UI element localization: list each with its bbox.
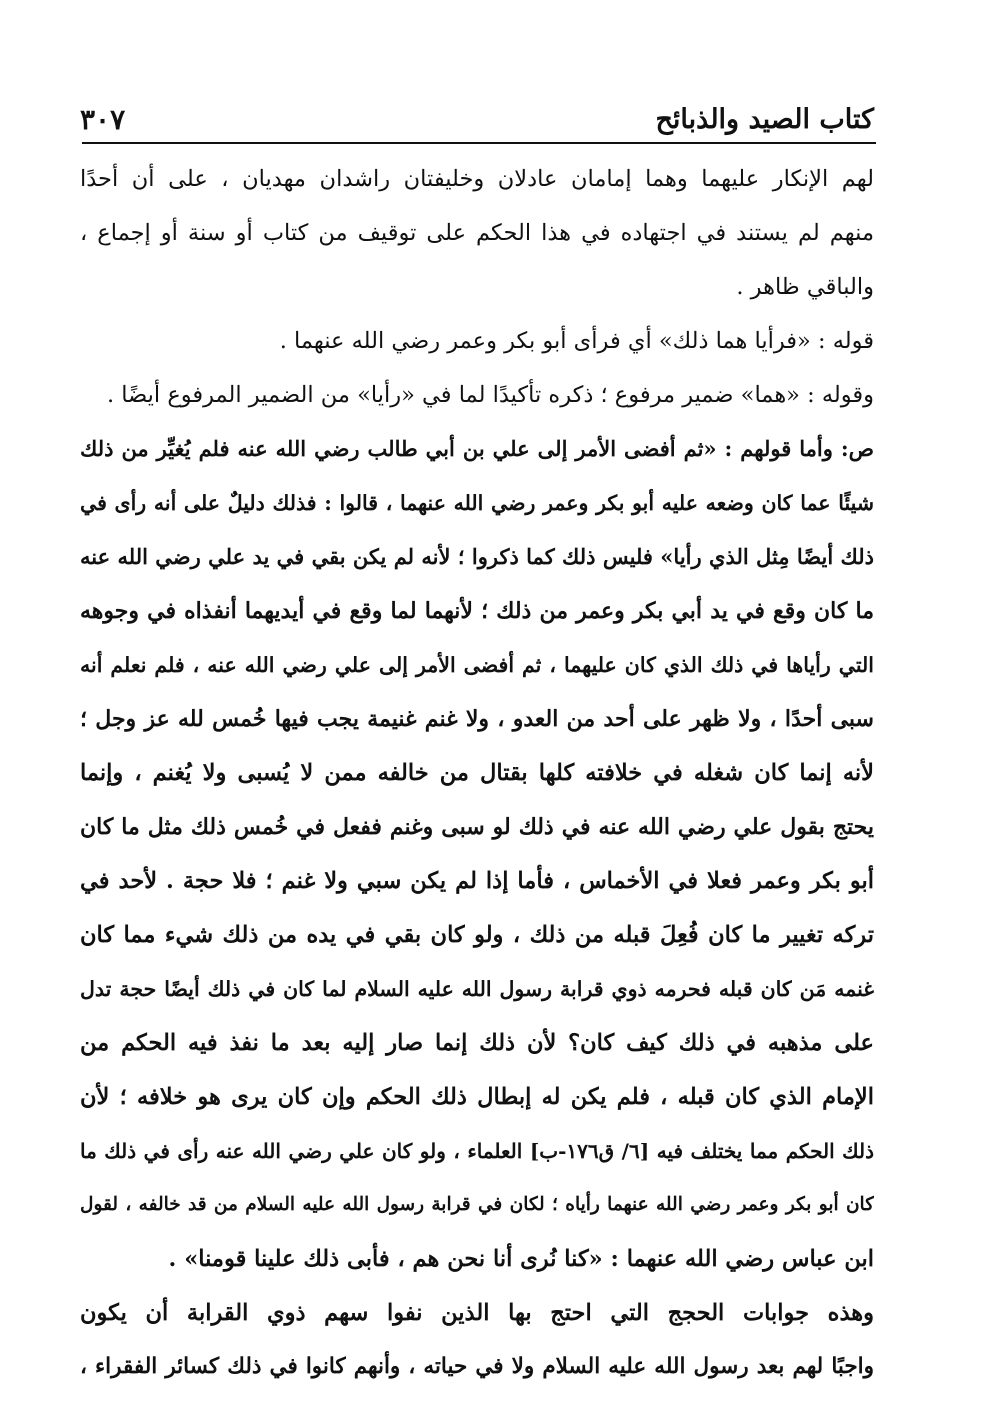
text-line: تركه تغيير ما كان فُعِلَ قبله من ذلك ، ولو كان بقي في يده من ذلك شيء مما كان: [80, 922, 874, 948]
text-line: غنمه مَن كان قبله فحرمه ذوي قرابة رسول الله عليه السلام لما كان في ذلك أيضًا حجة تدل: [80, 977, 874, 1001]
text-line: منهم لم يستند في اجتهاده في هذا الحكم على توقيف من كتاب أو سنة أو إجماع ،: [80, 220, 874, 246]
text-line: ابن عباس رضي الله عنهما : «كنا نُرى أنا نحن هم ، فأبى ذلك علينا قومنا» .: [168, 1246, 874, 1272]
text-line: لهم الإنكار عليهما وهما إمامان عادلان وخليفتان راشدان مهديان ، على أن أحدًا: [80, 166, 874, 192]
header-divider: [82, 142, 876, 144]
text-line: قوله : «فرأيا هما ذلك» أي فرأى أبو بكر وعمر رضي الله عنهما .: [279, 328, 874, 354]
text-line: على مذهبه في ذلك كيف كان؟ لأن ذلك إنما صار إليه بعد ما نفذ فيه الحكم من: [80, 1030, 874, 1056]
page-number: ٣٠٧: [80, 103, 126, 136]
body-text: [80, 152, 874, 1394]
text-line: التي رأياها في ذلك الذي كان عليهما ، ثم أفضى الأمر إلى علي رضي الله عنه ، فلم نعلم أنه: [80, 653, 874, 677]
text-line: كان أبو بكر وعمر رضي الله عنهما رأياه ؛ لكان في قرابة رسول الله عليه السلام من قد خالفه ، لقول: [80, 1194, 874, 1215]
text-line: الإمام الذي كان قبله ، فلم يكن له إبطال ذلك الحكم وإن كان يرى هو خلافه ؛ لأن: [80, 1084, 874, 1110]
text-line: أبو بكر وعمر فعلا في الأخماس ، فأما إذا لم يكن سبي ولا غنم ؛ فلا حجة . لأحد في: [80, 868, 874, 894]
text-line: ذلك أيضًا مِثل الذي رأيا» فليس ذلك كما ذكروا ؛ لأنه لم يكن بقي في يد علي رضي الله عنه: [80, 544, 874, 569]
text-line: وقوله : «هما» ضمير مرفوع ؛ ذكره تأكيدًا لما في «رأيا» من الضمير المرفوع أيضًا .: [106, 382, 874, 408]
text-line: ذلك الحكم مما يختلف فيه [٦/ ق١٧٦-ب] العلماء ، ولو كان علي رضي الله عنه رأى في ذلك ما: [80, 1139, 874, 1163]
text-line: لأنه إنما كان شغله في خلافته كلها بقتال من خالفه ممن لا يُسبى ولا يُغنم ، وإنما: [80, 760, 874, 786]
text-line: شيئًا عما كان وضعه عليه أبو بكر وعمر رضي الله عنهما ، قالوا : فذلك دليلٌ على أنه رأى في: [80, 491, 874, 515]
page-header: [80, 80, 874, 140]
text-line: والباقي ظاهر .: [736, 274, 874, 300]
text-line: ص: وأما قولهم : «ثم أفضى الأمر إلى علي بن أبي طالب رضي الله عنه فلم يُغيِّر من ذلك: [80, 436, 874, 461]
text-line: يحتج بقول علي رضي الله عنه في ذلك لو سبى وغنم ففعل في خُمس ذلك مثل ما كان: [80, 814, 874, 840]
running-title: كتاب الصيد والذبائح: [655, 104, 874, 135]
text-line: واجبًا لهم بعد رسول الله عليه السلام ولا في حياته ، وأنهم كانوا في ذلك كسائر الفقراء ،: [80, 1354, 874, 1379]
text-line: سبى أحدًا ، ولا ظهر على أحد من العدو ، ولا غنم غنيمة يجب فيها خُمس لله عز وجل ؛: [80, 706, 874, 732]
text-line: وهذه جوابات الحجج التي احتج بها الذين نفوا سهم ذوي القرابة أن يكون: [80, 1300, 874, 1326]
text-line: ما كان وقع في يد أبي بكر وعمر من ذلك ؛ لأنهما لما وقع في أيديهما أنفذاه في وجوهه: [80, 598, 874, 624]
